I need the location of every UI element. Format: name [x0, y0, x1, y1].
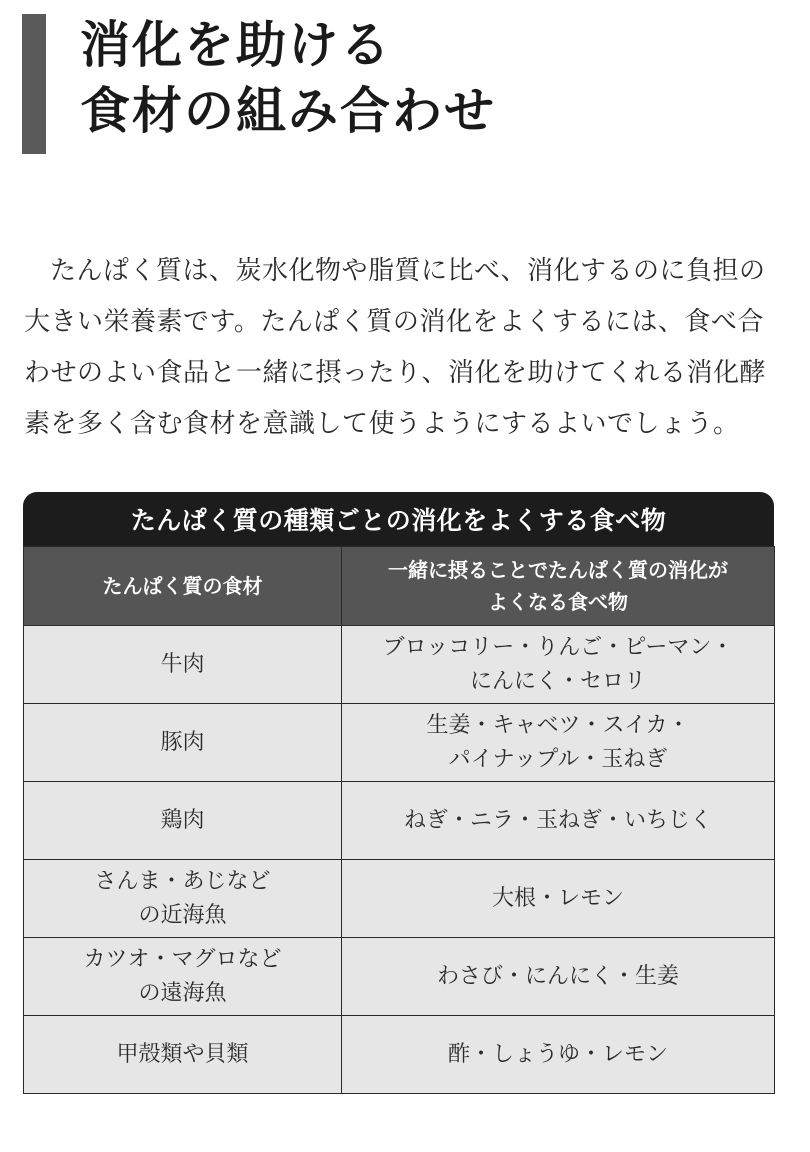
body-paragraph: たんぱく質は、炭水化物や脂質に比べ、消化するのに負担の大きい栄養素です。たんぱく質の消化をよくするには、食べ合わせのよい食品と一緒に摂ったり、消化を助けてくれる消化酵素を多く含む食材を意識して使うようにするよいでしょう。 — [24, 256, 767, 439]
title-accent-bar — [22, 14, 46, 154]
table-row — [24, 626, 775, 704]
table-caption: たんぱく質の種類ごとの消化をよくする食べ物 — [23, 492, 774, 546]
pairing-food-text: 酢・しょうゆ・レモン — [447, 1041, 668, 1067]
table-body — [24, 626, 775, 1094]
protein-food-cell — [24, 704, 342, 782]
page-title-line-2: 食材の組み合わせ — [80, 82, 496, 140]
table-row — [24, 782, 775, 860]
pairing-food-text: パイナップル・玉ねぎ — [448, 746, 668, 772]
pairing-food-text: わさび・にんにく・生姜 — [436, 963, 679, 989]
table-header-row — [24, 547, 775, 626]
header-pairing-line-1: 一緒に摂ることでたんぱく質の消化が — [388, 558, 728, 582]
digestion-table — [23, 492, 774, 1094]
protein-food-cell — [24, 860, 342, 938]
protein-food-text: カツオ・マグロなど — [83, 946, 282, 972]
table-row — [24, 860, 775, 938]
pairing-food-cell — [342, 626, 775, 704]
protein-food-cell — [24, 1016, 342, 1094]
food-pairing-table — [23, 546, 775, 1094]
pairing-food-text: 大根・レモン — [491, 885, 624, 911]
protein-food-text: 牛肉 — [160, 651, 205, 677]
pairing-food-cell — [342, 704, 775, 782]
pairing-food-cell — [342, 782, 775, 860]
protein-food-text: さんま・あじなど — [94, 868, 271, 894]
table-row — [24, 1016, 775, 1094]
page-title — [80, 12, 496, 144]
protein-food-cell — [24, 626, 342, 704]
protein-food-text: 甲殻類や貝類 — [116, 1041, 249, 1067]
protein-food-text: の遠海魚 — [138, 980, 227, 1006]
header-pairing-food — [342, 547, 775, 626]
header-pairing-line-2: よくなる食べ物 — [488, 590, 628, 614]
pairing-food-cell — [342, 860, 775, 938]
protein-food-text: 豚肉 — [160, 729, 205, 755]
pairing-food-text: にんにく・セロリ — [469, 668, 646, 694]
protein-food-cell — [24, 782, 342, 860]
pairing-food-text: ブロッコリー・りんご・ピーマン・ — [382, 634, 734, 660]
page-title-line-1: 消化を助ける — [80, 16, 392, 74]
table-row — [24, 938, 775, 1016]
pairing-food-text: ねぎ・ニラ・玉ねぎ・いちじく — [403, 807, 712, 833]
protein-food-text: の近海魚 — [138, 902, 227, 928]
pairing-food-cell — [342, 938, 775, 1016]
pairing-food-cell — [342, 1016, 775, 1094]
table-row — [24, 704, 775, 782]
protein-food-cell — [24, 938, 342, 1016]
header-protein-food: たんぱく質の食材 — [24, 547, 342, 626]
pairing-food-text: 生姜・キャベツ・スイカ・ — [426, 712, 690, 738]
protein-food-text: 鶏肉 — [160, 807, 205, 833]
